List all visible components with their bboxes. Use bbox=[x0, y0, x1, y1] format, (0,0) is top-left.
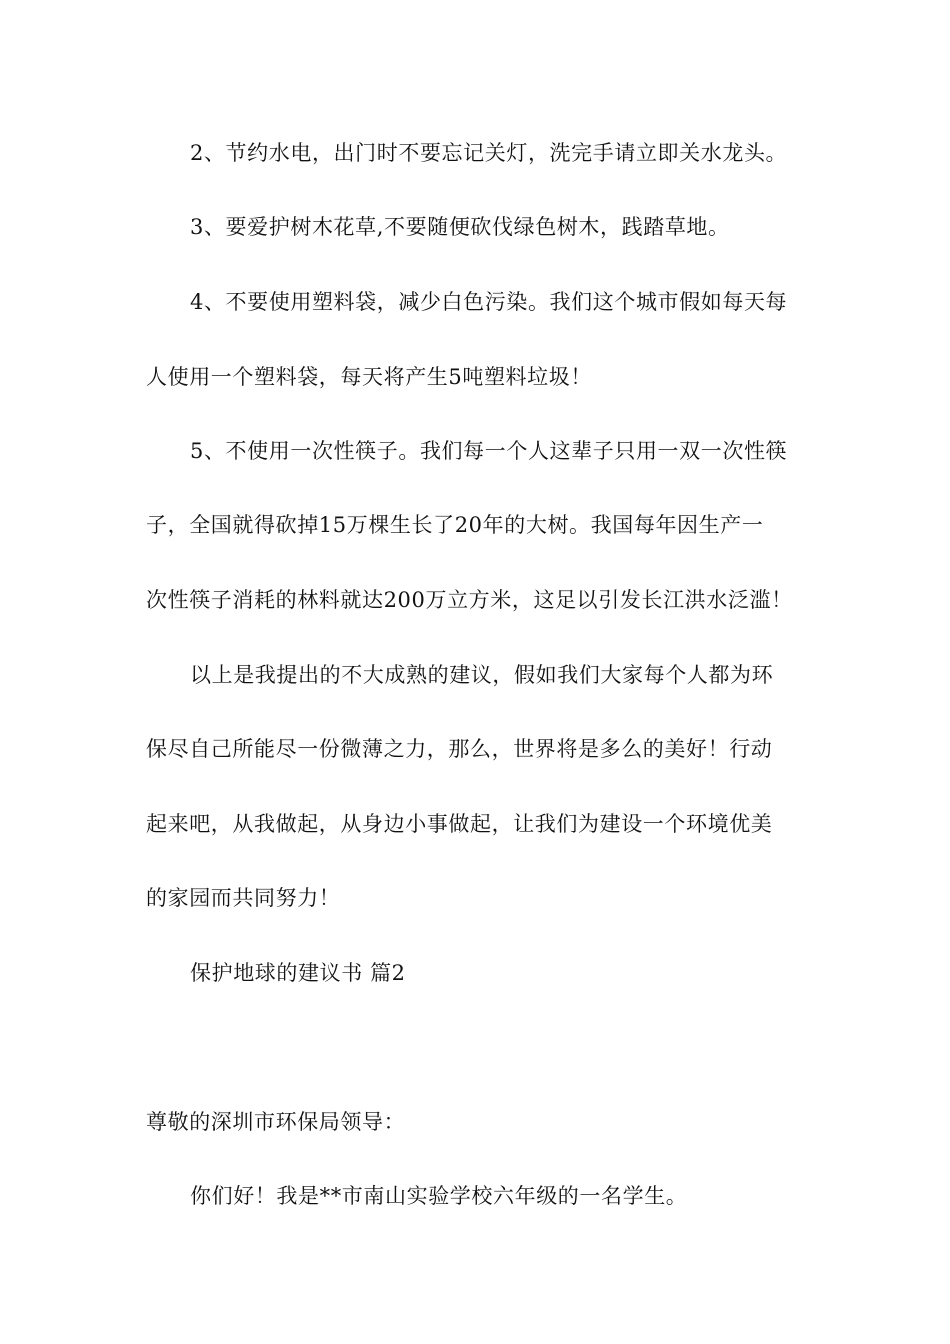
paragraph-line: 2、节约水电，出门时不要忘记关灯，洗完手请立即关水龙头。 bbox=[190, 141, 788, 165]
section-heading: 保护地球的建议书 篇2 bbox=[190, 961, 406, 985]
paragraph-line: 以上是我提出的不大成熟的建议，假如我们大家每个人都为环 bbox=[190, 663, 774, 687]
salutation: 尊敬的深圳市环保局领导： bbox=[146, 1110, 406, 1134]
paragraph-line: 4、不要使用塑料袋，减少白色污染。我们这个城市假如每天每 bbox=[190, 290, 788, 314]
paragraph-line: 人使用一个塑料袋，每天将产生5吨塑料垃圾！ bbox=[146, 365, 592, 389]
paragraph-line: 的家园而共同努力！ bbox=[146, 886, 341, 910]
paragraph-line: 起来吧，从我做起，从身边小事做起，让我们为建设一个环境优美 bbox=[146, 812, 773, 836]
paragraph-line: 保尽自己所能尽一份微薄之力，那么，世界将是多么的美好！行动 bbox=[146, 737, 773, 761]
paragraph-line: 次性筷子消耗的林料就达200万立方米，这足以引发长江洪水泛滥！ bbox=[146, 588, 793, 612]
paragraph-line: 5、不使用一次性筷子。我们每一个人这辈子只用一双一次性筷 bbox=[190, 439, 788, 463]
paragraph-line: 子，全国就得砍掉15万棵生长了20年的大树。我国每年因生产一 bbox=[146, 513, 764, 537]
paragraph-line: 你们好！我是**市南山实验学校六年级的一名学生。 bbox=[190, 1184, 688, 1208]
paragraph-line: 3、要爱护树木花草,不要随便砍伐绿色树木，践踏草地。 bbox=[190, 215, 730, 239]
